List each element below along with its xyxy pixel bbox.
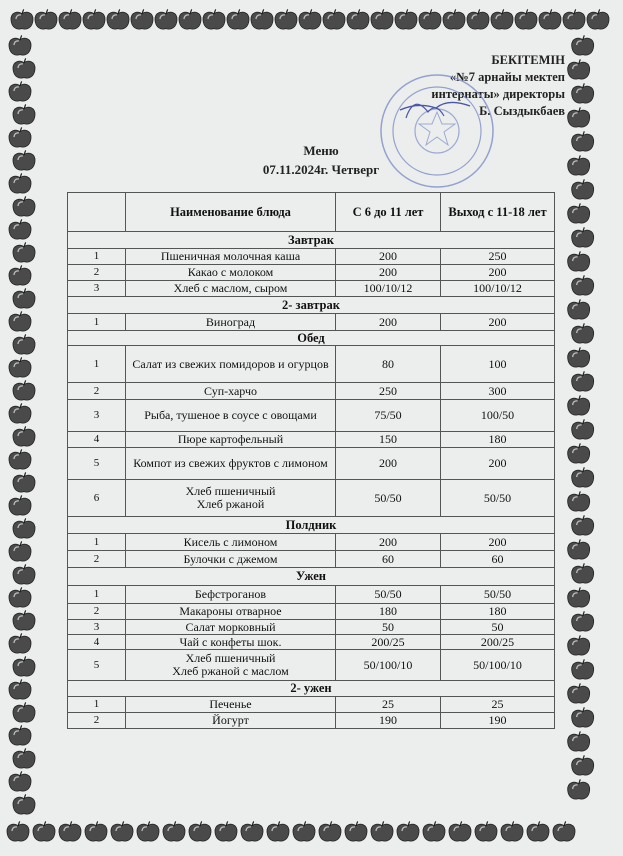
menu-row	[68, 281, 555, 297]
approval-line-2: «№7 арнайы мектеп	[449, 70, 565, 84]
dish-number: 2	[68, 265, 126, 281]
portion-6-11: 60	[336, 551, 441, 568]
header-dish: Наименование блюда	[126, 193, 336, 232]
dish-name-line: Хлеб ржаной	[196, 497, 265, 511]
dish-name	[126, 620, 336, 635]
section-name: Полдник	[68, 517, 555, 534]
portion-11-18: 200	[441, 314, 555, 331]
portion-6-11: 200	[336, 314, 441, 331]
portion-11-18: 100	[441, 346, 555, 383]
dish-name	[126, 551, 336, 568]
dish-name	[126, 249, 336, 265]
dish-number: 2	[68, 383, 126, 400]
dish-name-line: Хлеб ржаной с маслом	[172, 664, 289, 678]
dish-number: 6	[68, 480, 126, 517]
official-seal-stamp	[378, 72, 496, 190]
section-name: 2- ужен	[68, 681, 555, 697]
portion-6-11: 50/50	[336, 480, 441, 517]
menu-date: 07.11.2024г. Четверг	[262, 162, 380, 177]
dish-number: 3	[68, 281, 126, 297]
portion-6-11: 200	[336, 534, 441, 551]
portion-11-18: 190	[441, 713, 555, 729]
portion-6-11: 180	[336, 604, 441, 620]
menu-row	[68, 480, 555, 517]
portion-6-11: 80	[336, 346, 441, 383]
portion-11-18: 50/100/10	[441, 650, 555, 681]
portion-6-11: 190	[336, 713, 441, 729]
dish-name-line: Хлеб с маслом, сыром	[173, 281, 288, 295]
portion-6-11: 200/25	[336, 635, 441, 650]
dish-name	[126, 346, 336, 383]
menu-row	[68, 551, 555, 568]
dish-name	[126, 383, 336, 400]
dish-number: 5	[68, 650, 126, 681]
portion-6-11: 25	[336, 697, 441, 713]
portion-11-18: 50	[441, 620, 555, 635]
approval-line-3: интернаты» директоры	[431, 87, 565, 101]
dish-name-line: Йогурт	[212, 713, 249, 727]
dish-name-line: Хлеб пшеничный	[185, 651, 276, 665]
dish-name	[126, 586, 336, 604]
dish-name	[126, 604, 336, 620]
portion-11-18: 50/50	[441, 586, 555, 604]
menu-row	[68, 383, 555, 400]
portion-11-18: 60	[441, 551, 555, 568]
dish-name-line: Суп-харчо	[203, 383, 258, 398]
section-row	[68, 232, 555, 249]
dish-number: 2	[68, 713, 126, 729]
portion-6-11: 200	[336, 249, 441, 265]
dish-number: 1	[68, 534, 126, 551]
dish-number: 4	[68, 432, 126, 448]
portion-6-11: 50	[336, 620, 441, 635]
menu-row	[68, 697, 555, 713]
portion-11-18: 50/50	[441, 480, 555, 517]
section-row	[68, 681, 555, 697]
dish-name-line: Кисель с лимоном	[183, 534, 278, 549]
section-name: Завтрак	[68, 232, 555, 249]
dish-name	[126, 635, 336, 650]
approval-line-1: БЕКІТЕМІН	[491, 53, 565, 67]
menu-row	[68, 314, 555, 331]
portion-6-11: 200	[336, 448, 441, 480]
section-row	[68, 517, 555, 534]
menu-title	[256, 141, 386, 179]
portion-11-18: 250	[441, 249, 555, 265]
portion-11-18: 200	[441, 448, 555, 480]
menu-row	[68, 432, 555, 448]
dish-name	[126, 281, 336, 297]
dish-number: 1	[68, 697, 126, 713]
portion-6-11: 100/10/12	[336, 281, 441, 297]
menu-row	[68, 713, 555, 729]
section-row	[68, 331, 555, 346]
dish-name	[126, 650, 336, 681]
dish-name-line: Салат из свежих помидоров и огурцов	[132, 356, 329, 371]
section-name: Ужен	[68, 568, 555, 586]
menu-row	[68, 635, 555, 650]
dish-name-line: Салат морковный	[185, 619, 276, 634]
portion-11-18: 300	[441, 383, 555, 400]
dish-name-line: Пшеничная молочная каша	[160, 249, 301, 263]
menu-row	[68, 346, 555, 383]
dish-name-line: Какао с молоком	[187, 265, 274, 279]
menu-row	[68, 650, 555, 681]
section-row	[68, 568, 555, 586]
portion-6-11: 150	[336, 432, 441, 448]
portion-6-11: 50/100/10	[336, 650, 441, 681]
dish-name	[126, 534, 336, 551]
portion-11-18: 200	[441, 265, 555, 281]
section-name: 2- завтрак	[68, 297, 555, 314]
dish-number: 1	[68, 314, 126, 331]
header-age-6-11: С 6 до 11 лет	[336, 193, 441, 232]
portion-6-11: 250	[336, 383, 441, 400]
dish-name	[126, 448, 336, 480]
dish-name-line: Виноград	[205, 314, 256, 329]
dish-number: 5	[68, 448, 126, 480]
section-row	[68, 297, 555, 314]
dish-name-line: Булочки с джемом	[183, 551, 278, 566]
menu-row	[68, 620, 555, 635]
dish-name-line: Макароны отварное	[179, 604, 282, 618]
dish-number: 1	[68, 346, 126, 383]
dish-number: 3	[68, 400, 126, 432]
header-row	[68, 193, 555, 232]
dish-name-line: Чай с конфеты шок.	[179, 634, 282, 649]
dish-number: 2	[68, 604, 126, 620]
dish-number: 3	[68, 620, 126, 635]
dish-name	[126, 265, 336, 281]
portion-11-18: 100/10/12	[441, 281, 555, 297]
dish-name	[126, 480, 336, 517]
dish-name	[126, 314, 336, 331]
dish-name	[126, 432, 336, 448]
portion-11-18: 200/25	[441, 635, 555, 650]
dish-name	[126, 697, 336, 713]
dish-name-line: Пюре картофельный	[177, 432, 284, 446]
dish-name-line: Печенье	[209, 697, 252, 711]
portion-6-11: 50/50	[336, 586, 441, 604]
menu-row	[68, 586, 555, 604]
menu-row	[68, 265, 555, 281]
menu-heading: Меню	[303, 143, 339, 158]
menu-row	[68, 400, 555, 432]
menu-row	[68, 604, 555, 620]
dish-name	[126, 400, 336, 432]
dish-number: 1	[68, 249, 126, 265]
menu-row	[68, 448, 555, 480]
approval-line-4: Б. Сыздыкбаев	[479, 104, 565, 118]
menu-row	[68, 534, 555, 551]
dish-name-line: Компот из свежих фруктов с лимоном	[133, 456, 328, 470]
portion-11-18: 180	[441, 432, 555, 448]
dish-number: 2	[68, 551, 126, 568]
menu-row	[68, 249, 555, 265]
dish-name-line: Рыба, тушеное в соусе с овощами	[144, 408, 317, 422]
dish-name	[126, 713, 336, 729]
portion-6-11: 75/50	[336, 400, 441, 432]
portion-11-18: 200	[441, 534, 555, 551]
header-age-11-18: Выход с 11-18 лет	[441, 193, 555, 232]
section-name: Обед	[68, 331, 555, 346]
portion-11-18: 100/50	[441, 400, 555, 432]
header-num	[68, 193, 126, 232]
menu-table	[67, 192, 555, 729]
portion-11-18: 180	[441, 604, 555, 620]
dish-number: 4	[68, 635, 126, 650]
dish-number: 1	[68, 586, 126, 604]
portion-6-11: 200	[336, 265, 441, 281]
portion-11-18: 25	[441, 697, 555, 713]
dish-name-line: Бефстроганов	[194, 587, 267, 601]
dish-name-line: Хлеб пшеничный	[185, 484, 276, 498]
